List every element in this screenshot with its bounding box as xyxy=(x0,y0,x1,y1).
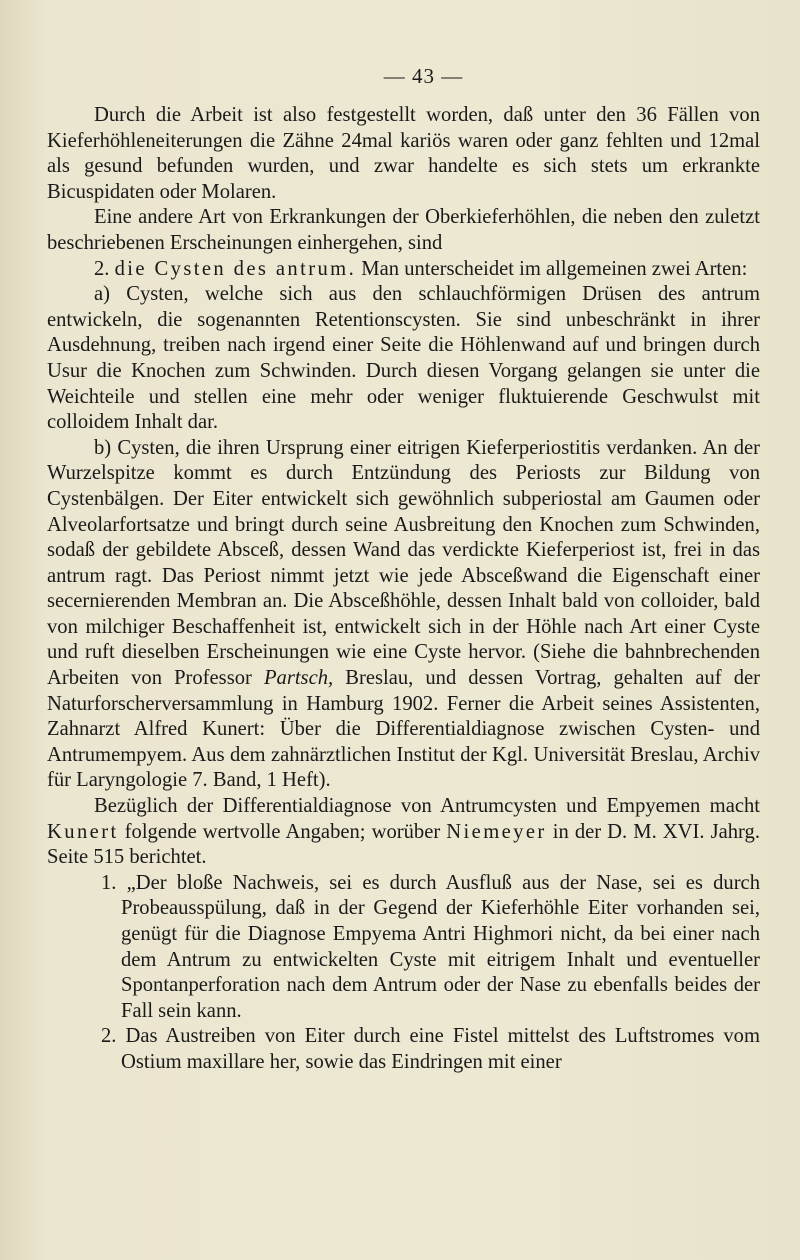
text-run: Breslau, und dessen Vortrag, gehalten auf der Naturforscherversammlung in Hamburg 1902. Ferner die Arbeit seines Assistenten, Zahnarzt Alfred Kunert: Über die Differentialdiagnose zwischen Cysten- und Antrumempyem. Aus dem zahnärztlichen Institut der Kgl. Universität Breslau, Archiv für Laryngologie 7. Band, 1 Heft). xyxy=(47,667,760,792)
section-heading: die Cysten des antrum. xyxy=(114,257,357,280)
author-name-kunert: Kunert xyxy=(47,820,119,843)
section-intro: Man unterscheidet im allgemeinen zwei Arten: xyxy=(356,257,748,280)
paragraph-retention-cysts: a) Cysten, welche sich aus den schlauchförmigen Drüsen des antrum entwickeln, die sogenannten Retentionscysten. Sie sind unbeschränkt in ihrer Ausdehnung, treiben nach irgend einer Seite die Höhlenwand auf und bringen durch Usur die Knochen zum Schwinden. Durch diesen Vorgang gelangen sie unter die Weichteile und stellen eine mehr oder weniger fluktuierende Geschwulst mit colloidem Inhalt dar. xyxy=(47,283,760,434)
page-number: — 43 — xyxy=(383,64,464,88)
paragraph-periostitis-cysts xyxy=(47,436,760,794)
section-number: 2. xyxy=(94,257,110,280)
text-run: Bezüglich der Differentialdiagnose von Antrumcysten und Empyemen macht xyxy=(94,795,760,818)
paragraph-other-diseases: Eine andere Art von Erkrankungen der Oberkieferhöhlen, die neben den zuletzt beschriebenen Erscheinungen einhergehen, sind xyxy=(47,206,760,254)
paragraph-findings: Durch die Arbeit ist also festgestellt worden, daß unter den 36 Fällen von Kieferhöhleneiterungen die Zähne 24mal kariös waren oder ganz fehlten und 12mal als gesund befunden wurden, und zwar handelte es sich stets um erkrankte Bicuspidaten oder Molaren. xyxy=(47,104,760,203)
author-name-niemeyer: Niemeyer xyxy=(446,820,547,843)
list-item-2: 2. Das Austreiben von Eiter durch eine Fistel mittelst des Luftstromes vom Ostium maxillare her, sowie das Eindringen mit einer xyxy=(101,1025,760,1073)
author-name-partsch: Partsch, xyxy=(263,667,334,690)
list-item-1: 1. „Der bloße Nachweis, sei es durch Ausfluß aus der Nase, sei es durch Probeausspülung, daß in der Gegend der Kieferhöhle Eiter vorhanden sei, genügt für die Diagnose Empyema Antri Highmori nicht, da bei einer nach dem Antrum zu entwickelten Cyste mit eitrigem Inhalt und eventueller Spontanperforation nach dem Antrum oder der Nase zu ebenfalls beides der Fall sein kann. xyxy=(101,871,760,1022)
text-run: b) Cysten, die ihren Ursprung einer eitrigen Kieferperiostitis verdanken. An der Wurzelspitze kommt es durch Entzündung des Periosts zur Bildung von Cystenbälgen. Der Eiter entwickelt sich gewöhnlich subperiostal am Gaumen oder Alveolarfortsatze und bringt durch seine Ausbreitung den Knochen zum Schwinden, sodaß der gebildete Absceß, dessen Wand das verdickte Kieferperiost ist, frei in das antrum ragt. Das Periost nimmt jetzt wie jede Absceßwand die Eigenschaft einer secernierenden Membran an. Die Absceßhöhle, dessen Inhalt bald von colloider, bald von milchiger Beschaffenheit ist, entwickelt sich in der Höhle nach Art einer Cyste und ruft dieselben Erscheinungen wie eine Cyste hervor. (Siehe die bahnbrechenden Arbeiten von Professor xyxy=(47,436,760,690)
paragraph-differential-diagnosis xyxy=(47,794,760,871)
paragraph-cysts-heading xyxy=(47,257,760,283)
text-run: in der D. M. XVI. Jahrg. Seite 515 berichtet. xyxy=(47,820,760,869)
text-run: folgende wertvolle Angaben; worüber xyxy=(118,820,447,843)
